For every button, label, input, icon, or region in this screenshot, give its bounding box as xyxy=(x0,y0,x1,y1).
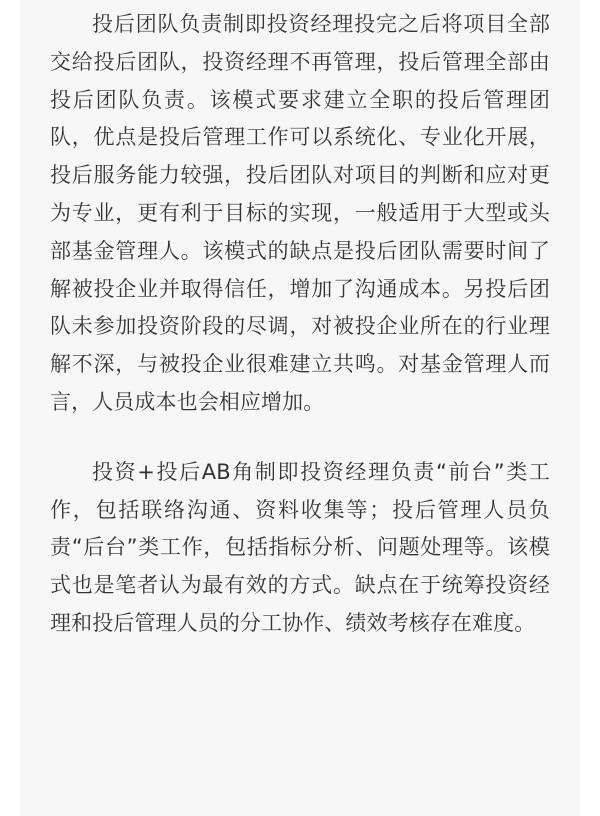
paragraph-ab-role-system: 投资+投后AB角制即投资经理负责“前台”类工作，包括联络沟通、资料收集等；投后管理人员负责“后台”类工作，包括指标分析、问题处理等。该模式也是笔者认为最有效的方式。缺点在于统筹投资经理和投后管理人员的分工协作、绩效考核存在难度。 xyxy=(50,459,550,635)
paragraph-post-investment-team: 投后团队负责制即投资经理投完之后将项目全部交给投后团队，投资经理不再管理，投后管理全部由投后团队负责。该模式要求建立全职的投后管理团队，优点是投后管理工作可以系统化、专业化开展，投后服务能力较强，投后团队对项目的判断和应对更为专业，更有利于目标的实现，一般适用于大型或头部基金管理人。该模式的缺点是投后团队需要时间了解被投企业并取得信任，增加了沟通成本。另投后团队未参加投资阶段的尽调，对被投企业所在的行业理解不深，与被投企业很难建立共鸣。对基金管理人而言，人员成本也会相应增加。 xyxy=(50,12,550,414)
article-card xyxy=(20,0,580,816)
